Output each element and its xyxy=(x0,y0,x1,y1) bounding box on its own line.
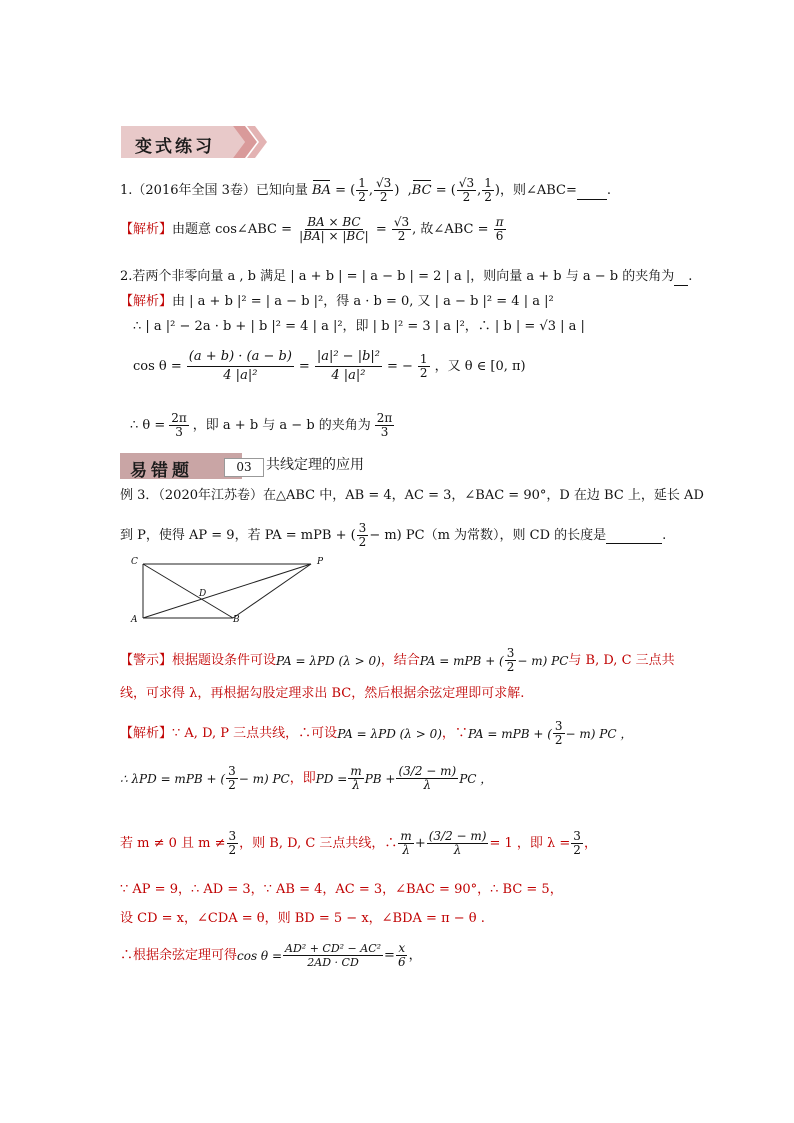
geometry-figure xyxy=(125,555,335,627)
frac-den: 3 xyxy=(175,425,183,439)
frac-den: |BA| × |BC| xyxy=(299,229,369,243)
example-3-line-1 xyxy=(120,488,704,504)
period: . xyxy=(662,527,667,543)
paren: ) xyxy=(494,183,500,198)
answer-blank xyxy=(674,269,688,286)
segment-ap xyxy=(143,564,311,618)
formula: cos θ = xyxy=(237,948,283,963)
frac-num: (a + b) · (a − b) xyxy=(187,348,294,367)
frac xyxy=(187,348,294,385)
solution-text: ，即 xyxy=(289,770,316,786)
formula: PA = λPD (λ > 0) xyxy=(276,653,381,668)
frac-num: 2π xyxy=(171,411,187,425)
frac-num: 3 xyxy=(573,829,581,843)
warning-tag: 【警示】 xyxy=(120,652,173,668)
frac-den: 2 xyxy=(228,778,236,792)
frac-den: 2 xyxy=(379,190,388,204)
frac-num: 3 xyxy=(506,646,515,660)
example-text: 到 P，使得 AP = 9，若 PA = mPB + ( xyxy=(120,527,356,543)
banner-title: 共线定理的应用 xyxy=(266,457,364,473)
period: . xyxy=(688,269,693,284)
frac-num: √3 xyxy=(458,176,475,190)
solution-2-line-3 xyxy=(133,348,526,385)
solution-text: ∴根据余弦定理可得 xyxy=(120,947,238,963)
answer-blank xyxy=(577,183,607,200)
frac-num: √3 xyxy=(393,215,410,229)
frac xyxy=(169,412,189,439)
frac-num: |a|² − |b|² xyxy=(315,348,382,367)
eq-sign: = − xyxy=(387,358,413,374)
frac-num: 3 xyxy=(358,521,367,535)
analysis-tag: 【解析】 xyxy=(120,294,173,309)
frac-num: √3 xyxy=(376,176,392,190)
point-label-c: C xyxy=(131,557,138,567)
vector-bc: BC xyxy=(411,183,432,198)
solution-text: ， xyxy=(408,947,422,963)
frac xyxy=(427,830,489,857)
example-3-line-2 xyxy=(120,522,666,549)
point-label-d: D xyxy=(199,589,207,599)
frac-num: AD² + CD² − AC² xyxy=(285,942,382,955)
solution-2-line-1 xyxy=(120,294,554,310)
frac xyxy=(226,765,238,792)
frac xyxy=(357,522,369,549)
frac xyxy=(374,177,393,204)
solution-2-line-2 xyxy=(133,319,585,335)
frac xyxy=(356,177,368,204)
frac xyxy=(283,942,383,969)
frac xyxy=(418,353,430,380)
frac xyxy=(482,177,494,204)
banner-label: 变式练习 xyxy=(135,137,215,157)
frac xyxy=(227,830,239,857)
solution-2-line-4 xyxy=(130,412,395,439)
frac-den: 2 xyxy=(506,660,515,674)
banner-number: 03 xyxy=(224,458,264,477)
frac-den: 4 |a|² xyxy=(223,368,258,383)
frac xyxy=(457,177,476,204)
frac-num: (3/2 − m) xyxy=(398,764,457,778)
formula: PA = mPB + ( xyxy=(419,653,504,668)
triangle-diagram xyxy=(125,555,335,627)
frac-num: m xyxy=(400,829,412,843)
paren: ) xyxy=(394,183,400,198)
frac-den: 2 xyxy=(462,190,471,204)
solution-3-line-5: 设 CD = x，∠CDA = θ，则 BD = 5 − x，∠BDA = π − θ . xyxy=(120,911,485,926)
problem-1-prefix: 1.（2016年全国 3卷）已知向量 xyxy=(120,183,308,198)
answer-blank xyxy=(606,527,662,544)
warning-text: 根据题设条件可设 xyxy=(172,652,277,668)
eq-sign: = ( xyxy=(435,183,456,198)
frac-den: 2 xyxy=(419,366,428,380)
frac-num: (3/2 − m) xyxy=(428,829,487,843)
frac-den: λ xyxy=(453,843,462,857)
formula: PB + xyxy=(364,771,396,786)
warning-line-1 xyxy=(120,647,675,674)
solution-text: ，∵ xyxy=(441,725,468,741)
example-text: 例 3．（2020年江苏卷）在△ABC 中，AB = 4，AC = 3，∠BAC = 90°，D 在边 BC 上，延长 AD xyxy=(120,488,704,503)
frac-num: 3 xyxy=(554,719,563,733)
cos-label: cos θ = xyxy=(133,358,182,374)
frac xyxy=(315,348,382,385)
formula: − m) PC xyxy=(517,653,569,668)
formula: PC ， xyxy=(459,771,493,786)
point-label-p: P xyxy=(317,557,324,567)
solution-text: ，又 θ ∈ [0, π) xyxy=(434,358,526,374)
problem-2-text: 2.若两个非零向量 a , b 满足 | a + b | = | a − b | = 2 | a |，则向量 a + b 与 a − b 的夹角为 xyxy=(120,269,675,284)
solution-3-line-3 xyxy=(120,830,597,857)
frac-den: 6 xyxy=(495,229,504,243)
solution-text: 由题意 cos∠ABC = xyxy=(172,222,292,237)
frac-den: 4 |a|² xyxy=(331,368,366,383)
frac xyxy=(553,720,565,747)
frac-den: 2 xyxy=(397,229,406,243)
frac xyxy=(505,647,517,674)
frac xyxy=(398,830,413,857)
plus-sign: + xyxy=(414,835,426,851)
analysis-tag: 【解析】 xyxy=(120,725,173,741)
frac-den: 6 xyxy=(397,955,406,969)
frac-num: 1 xyxy=(484,176,492,190)
problem-1-suffix: ，则∠ABC= xyxy=(499,183,577,198)
frac-num: 3 xyxy=(228,764,236,778)
solution-text: 若 m ≠ 0 且 m ≠ xyxy=(120,835,226,851)
frac-den: 2 xyxy=(358,535,367,549)
period: . xyxy=(606,183,611,198)
point-label-b: B xyxy=(233,615,240,625)
frac-den: 2 xyxy=(484,190,492,204)
solution-3-line-2 xyxy=(120,765,492,792)
eq-sign: = ( xyxy=(335,183,356,198)
error-prone-banner xyxy=(120,453,252,481)
segment-bp xyxy=(233,564,311,618)
formula: − m) PC ， xyxy=(565,726,633,741)
vector-ba: BA xyxy=(312,183,331,198)
frac xyxy=(571,830,583,857)
section-banner xyxy=(121,124,269,160)
formula: PA = mPB + ( xyxy=(467,726,552,741)
frac-den: 2 xyxy=(554,733,563,747)
frac xyxy=(494,216,506,243)
frac-num: 1 xyxy=(358,176,366,190)
problem-1: 1.（2016年全国 3卷）已知向量 BA = ( $\frac{1}{2}$ , $\frac{√3}{2}$ ) ,BC = ( $\frac{√3}{2}$ , $\frac{1}{2}$ )，则∠ABC= . xyxy=(120,176,611,204)
solution-text: , 故∠ABC = xyxy=(412,222,489,237)
frac-den: λ xyxy=(402,843,410,857)
point-label-a: A xyxy=(131,615,138,625)
formula: PA = λPD (λ > 0) xyxy=(337,726,442,741)
frac xyxy=(392,216,411,243)
frac-den: 2 xyxy=(358,190,366,204)
formula: ∴ λPD = mPB + ( xyxy=(120,771,226,786)
example-text: − m) PC（m 为常数），则 CD 的长度是 xyxy=(369,527,607,543)
frac-den: 2 xyxy=(573,843,581,857)
solution-3-line-1 xyxy=(120,720,632,747)
frac-num: m xyxy=(350,764,362,778)
banner-label: 易错题 xyxy=(130,461,193,481)
frac-num: x xyxy=(398,941,406,955)
frac-den: 2 xyxy=(228,843,237,857)
solution-text: ， xyxy=(583,835,597,851)
frac-num: π xyxy=(495,215,504,229)
solution-text: ∴ | a |² − 2a · b + | b |² = 4 | a |²，即 | b |² = 3 | a |²，∴ | b | = √3 | a | xyxy=(133,319,585,334)
frac-den: λ xyxy=(352,778,360,792)
eq-sign: = xyxy=(375,222,387,237)
solution-text: ∴ θ = xyxy=(130,417,166,433)
segment-cb xyxy=(143,564,233,618)
solution-text: ∵ A, D, P 三点共线，∴可设 xyxy=(172,725,338,741)
warning-text: 与 B, D, C 三点共 xyxy=(568,652,675,668)
formula: PD = xyxy=(315,771,348,786)
frac-den: λ xyxy=(423,778,432,792)
frac-num: 2π xyxy=(376,411,393,425)
eq-sign: = xyxy=(298,358,310,374)
frac-num: 3 xyxy=(228,829,237,843)
solution-3-line-4: ∵ AP = 9，∴ AD = 3，∵ AB = 4，AC = 3，∠BAC = 90°，∴ BC = 5， xyxy=(120,882,563,897)
frac-den: 3 xyxy=(380,425,389,439)
solution-3-line-6 xyxy=(120,942,422,969)
warning-line-2: 线，可求得 λ，再根据勾股定理求出 BC，然后根据余弦定理即可求解. xyxy=(120,686,525,701)
frac-den: 2AD · CD xyxy=(307,956,359,969)
eq-sign: = xyxy=(384,947,395,963)
frac xyxy=(396,765,458,792)
solution-text: 由 | a + b |² = | a − b |²，得 a · b = 0, 又 | a − b |² = 4 | a |² xyxy=(172,294,554,309)
frac-num: BA × BC xyxy=(307,215,361,229)
frac-num: 1 xyxy=(419,352,428,366)
frac xyxy=(348,765,363,792)
formula: − m) PC xyxy=(238,771,290,786)
solution-text: ，即 a + b 与 a − b 的夹角为 xyxy=(192,417,371,433)
solution-1 xyxy=(120,216,507,243)
problem-2 xyxy=(120,269,692,286)
solution-text: = 1 ，即 λ = xyxy=(489,835,571,851)
solution-text: ，则 B, D, C 三点共线，∴ xyxy=(239,835,398,851)
analysis-tag: 【解析】 xyxy=(120,222,173,237)
frac xyxy=(396,942,408,969)
frac xyxy=(375,412,395,439)
frac xyxy=(297,216,371,243)
warning-text: ，结合 xyxy=(380,652,420,668)
